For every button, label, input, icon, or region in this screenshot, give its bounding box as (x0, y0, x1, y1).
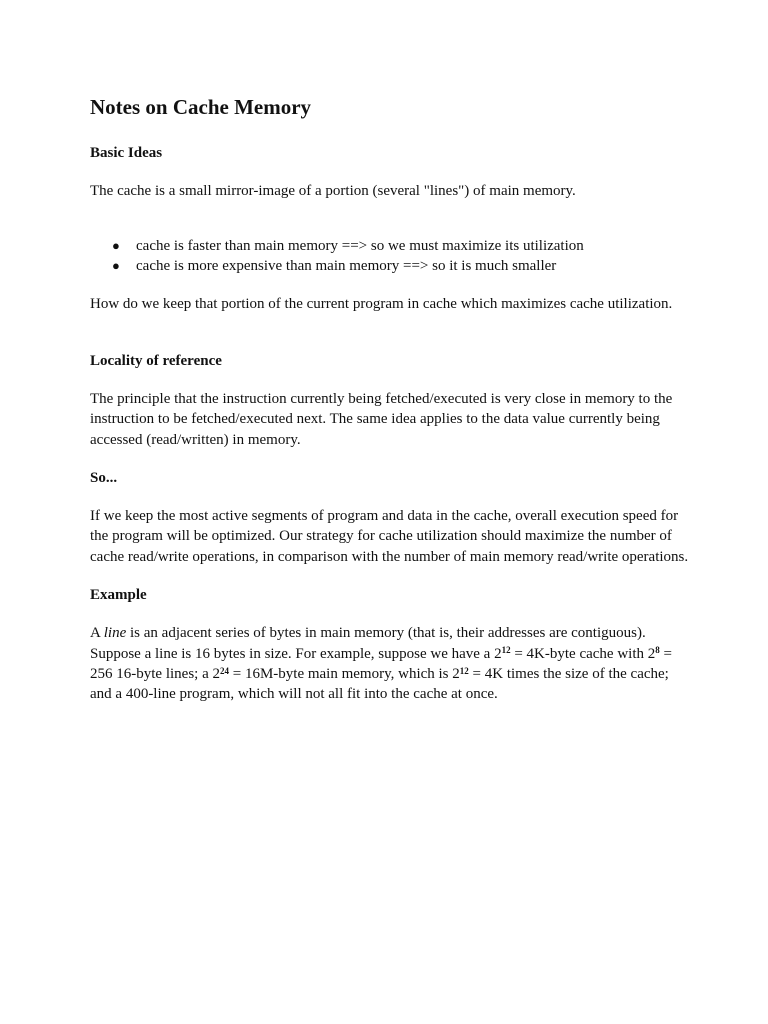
list-item-text: cache is more expensive than main memory ==> so it is much smaller (136, 258, 557, 275)
exponent: 12 (459, 665, 469, 676)
list-item-text: cache is faster than main memory ==> so we must maximize its utilization (136, 238, 584, 255)
heading-so: So... (90, 470, 118, 487)
heading-basic-ideas: Basic Ideas (90, 145, 163, 161)
heading-example: Example (90, 587, 147, 604)
page-title: Notes on Cache Memory (90, 95, 312, 119)
locality-paragraph: The principle that the instruction currently being fetched/executed is very close in memory to the instruction to be fetched/executed next. The same idea applies to the data value currently being accessed (read/written) in memory. (90, 390, 673, 448)
list-item (90, 236, 690, 256)
example-text: A (90, 625, 104, 642)
example-text: = 256 16-byte lines; a 2 (90, 645, 672, 683)
exponent: 24 (219, 665, 229, 676)
bullet-icon: ● (112, 258, 120, 274)
example-text: = 4K-byte cache with 2 (510, 645, 656, 662)
list-item (90, 256, 690, 276)
bullet-list (90, 236, 690, 276)
intro-paragraph: The cache is a small mirror-image of a portion (several "lines") of main memory. (90, 183, 576, 199)
exponent: 12 (501, 645, 511, 656)
bullet-icon: ● (112, 238, 120, 254)
so-paragraph: If we keep the most active segments of program and data in the cache, overall execution speed for the program will be optimized. Our strategy for cache utilization should maximize the number of cache read/write operations, in comparison with the number of main memory read/write operations. (90, 508, 689, 565)
question-paragraph: How do we keep that portion of the current program in cache which maximizes cache utilization. (90, 296, 673, 313)
example-paragraph (90, 623, 690, 705)
document-page (90, 92, 690, 705)
example-term-line: line (103, 625, 127, 642)
heading-locality: Locality of reference (90, 352, 222, 369)
example-text: is an adjacent series of bytes in main memory (that is, their addresses are contiguous). Suppose a line is 16 bytes in size. For example, suppose we have a 2 (90, 625, 646, 662)
example-text: = 4K times the size of the cache; and a 400-line program, which will not all fit into the cache at once. (90, 666, 669, 703)
exponent: 8 (655, 645, 660, 656)
example-text: = 16M-byte main memory, which is 2 (228, 666, 460, 683)
